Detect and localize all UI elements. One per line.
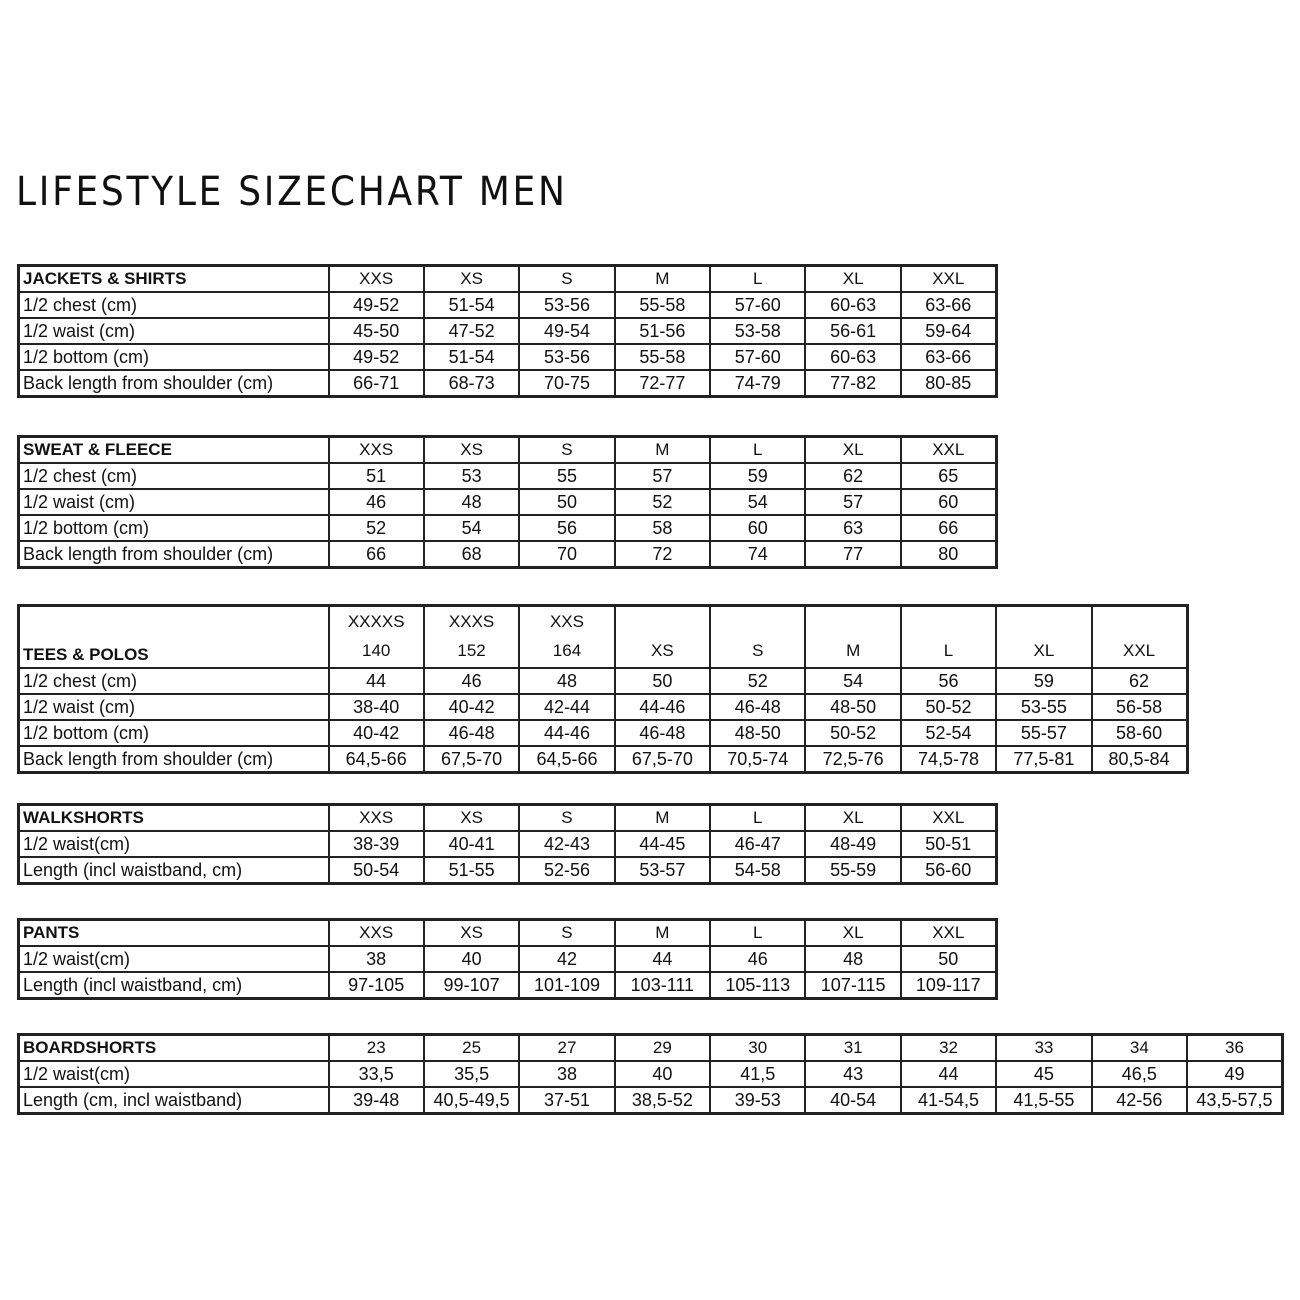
size-header [901,266,996,293]
measurement-value: 44-46 [519,720,614,746]
measurement-value: 63-66 [901,292,996,318]
measurement-value: 38 [329,946,424,972]
table-header-row [19,606,1188,669]
size-header [519,606,614,669]
size-header-line: XL [842,923,864,942]
size-header [901,437,996,464]
size-header-line: XXL [932,440,965,459]
measurement-value: 56-58 [1092,694,1187,720]
measurement-value: 44 [329,668,424,694]
size-header-line: L [753,269,763,288]
size-header [329,1035,424,1062]
table-row [19,1061,1283,1087]
size-header [519,266,614,293]
measurement-value: 67,5-70 [615,746,710,773]
size-header [805,805,900,832]
size-header-line: XXS [359,808,394,827]
measurement-value: 80 [901,541,996,568]
size-header-line: XS [460,269,483,288]
size-header [901,920,996,947]
size-header-line: XXXS [448,612,495,631]
size-header [1092,606,1187,669]
table-row [19,720,1188,746]
measurement-value: 53-56 [519,344,614,370]
measurement-value: 51-56 [615,318,710,344]
size-header-line: 164 [552,641,582,660]
measurement-value: 42-56 [1092,1087,1187,1114]
measurement-value: 48-49 [805,831,900,857]
measurement-value: 50-52 [901,694,996,720]
table-category-title: WALKSHORTS [19,805,329,832]
measurement-value: 74-79 [710,370,805,397]
table-row [19,668,1188,694]
measurement-value: 77,5-81 [996,746,1091,773]
measurement-value: 40 [424,946,519,972]
size-header-line: 25 [462,1038,482,1057]
measurement-label: 1/2 waist (cm) [19,694,329,720]
measurement-value: 46-47 [710,831,805,857]
measurement-value: 109-117 [901,972,996,999]
size-header-line: 31 [843,1038,863,1057]
size-header-line: 140 [362,641,391,660]
size-header [424,606,519,669]
size-header-line: XL [842,808,864,827]
table-category-title: BOARDSHORTS [19,1035,329,1062]
table-row [19,972,997,999]
measurement-value: 68-73 [424,370,519,397]
size-header [901,805,996,832]
table-header-row [19,266,997,293]
measurement-value: 41,5-55 [996,1087,1091,1114]
measurement-label: 1/2 bottom (cm) [19,515,329,541]
measurement-value: 62 [805,463,900,489]
measurement-value: 44-45 [615,831,710,857]
measurement-value: 53-55 [996,694,1091,720]
measurement-value: 55 [519,463,614,489]
measurement-label: Length (incl waistband, cm) [19,857,329,884]
table-row [19,541,997,568]
size-header [710,606,805,669]
size-header-line: M [655,923,670,942]
measurement-value: 66-71 [329,370,424,397]
size-header-line: M [655,808,670,827]
measurement-value: 101-109 [519,972,614,999]
table-category-title: PANTS [19,920,329,947]
measurement-value: 52 [329,515,424,541]
measurement-value: 54 [710,489,805,515]
measurement-label: 1/2 bottom (cm) [19,344,329,370]
size-header-line: XXS [359,269,394,288]
measurement-label: 1/2 chest (cm) [19,292,329,318]
measurement-value: 56 [901,668,996,694]
size-header-line: XXL [932,269,965,288]
size-header [710,805,805,832]
measurement-value: 45 [996,1061,1091,1087]
size-header-line: XXS [359,923,394,942]
measurement-value: 40 [615,1061,710,1087]
measurement-value: 68 [424,541,519,568]
measurement-value: 57-60 [710,344,805,370]
size-header-line: 27 [557,1038,577,1057]
size-header [329,606,424,669]
size-header-line: 30 [748,1038,768,1057]
size-header-line: 32 [939,1038,958,1057]
size-header [805,437,900,464]
sweat-size-table [17,435,998,569]
size-header-line: L [943,641,954,660]
size-header [424,920,519,947]
measurement-value: 41-54,5 [901,1087,996,1114]
measurement-value: 56-60 [901,857,996,884]
size-header [519,1035,614,1062]
measurement-value: 38 [519,1061,614,1087]
size-header [615,437,710,464]
measurement-value: 46 [710,946,805,972]
measurement-label: Length (cm, incl waistband) [19,1087,329,1114]
measurement-value: 43 [805,1061,900,1087]
measurement-value: 56 [519,515,614,541]
size-header-line: M [846,641,861,660]
measurement-value: 66 [901,515,996,541]
measurement-label: 1/2 waist (cm) [19,489,329,515]
measurement-value: 38,5-52 [615,1087,710,1114]
measurement-value: 42 [519,946,614,972]
measurement-label: 1/2 waist(cm) [19,946,329,972]
measurement-value: 105-113 [710,972,805,999]
size-header-line: 23 [366,1038,386,1057]
size-header [710,266,805,293]
size-header [1092,1035,1187,1062]
measurement-value: 107-115 [805,972,900,999]
measurement-value: 37-51 [519,1087,614,1114]
size-header [329,920,424,947]
size-header-line: XS [460,923,483,942]
measurement-value: 65 [901,463,996,489]
measurement-value: 42-44 [519,694,614,720]
size-header [805,920,900,947]
size-header [519,920,614,947]
tees-size-table [17,604,1189,774]
measurement-value: 51-55 [424,857,519,884]
table-header-row [19,920,997,947]
measurement-value: 44-46 [615,694,710,720]
size-header-line: XXL [932,923,965,942]
table-header-row [19,1035,1283,1062]
measurement-value: 50 [615,668,710,694]
measurement-value: 57 [805,489,900,515]
measurement-value: 55-58 [615,292,710,318]
measurement-value: 74,5-78 [901,746,996,773]
measurement-value: 99-107 [424,972,519,999]
measurement-value: 45-50 [329,318,424,344]
size-header [615,606,710,669]
size-header [329,437,424,464]
size-header-line: XS [651,641,674,660]
size-header-line: 34 [1129,1038,1149,1057]
size-header [710,1035,805,1062]
measurement-value: 52-56 [519,857,614,884]
measurement-label: 1/2 waist (cm) [19,318,329,344]
measurement-value: 60-63 [805,292,900,318]
table-row [19,831,997,857]
size-header [710,920,805,947]
jackets-size-table [17,264,998,398]
size-header [901,1035,996,1062]
size-header [805,1035,900,1062]
measurement-value: 49-52 [329,344,424,370]
size-header [519,437,614,464]
measurement-value: 72-77 [615,370,710,397]
size-header-line: S [561,440,573,459]
measurement-value: 64,5-66 [329,746,424,773]
measurement-label: 1/2 chest (cm) [19,463,329,489]
measurement-label: Back length from shoulder (cm) [19,370,329,397]
measurement-value: 53-56 [519,292,614,318]
measurement-value: 70 [519,541,614,568]
size-header-line: L [753,440,763,459]
measurement-value: 70,5-74 [710,746,805,773]
measurement-value: 35,5 [424,1061,519,1087]
measurement-value: 77-82 [805,370,900,397]
measurement-value: 55-58 [615,344,710,370]
measurement-value: 103-111 [615,972,710,999]
table-category-title: SWEAT & FLEECE [19,437,329,464]
table-row [19,489,997,515]
board-size-table [17,1033,1284,1115]
size-header-line: M [655,269,670,288]
measurement-value: 66 [329,541,424,568]
measurement-value: 97-105 [329,972,424,999]
measurement-value: 40-54 [805,1087,900,1114]
table-row [19,1087,1283,1114]
size-header-line: XS [460,440,483,459]
size-header-line: L [753,808,763,827]
measurement-value: 47-52 [424,318,519,344]
table-category-title: JACKETS & SHIRTS [19,266,329,293]
size-header [615,266,710,293]
measurement-value: 44 [901,1061,996,1087]
measurement-value: 70-75 [519,370,614,397]
measurement-value: 46 [424,668,519,694]
table-row [19,694,1188,720]
measurement-value: 48-50 [805,694,900,720]
measurement-label: Back length from shoulder (cm) [19,746,329,773]
size-header [615,920,710,947]
measurement-value: 46 [329,489,424,515]
measurement-value: 55-59 [805,857,900,884]
measurement-value: 38-39 [329,831,424,857]
size-header-line: 29 [652,1038,672,1057]
measurement-label: 1/2 waist(cm) [19,1061,329,1087]
size-header-line: XXL [1123,641,1156,660]
measurement-value: 60-63 [805,344,900,370]
size-header [805,266,900,293]
measurement-value: 74 [710,541,805,568]
measurement-value: 40-42 [329,720,424,746]
size-header [996,1035,1091,1062]
measurement-value: 57 [615,463,710,489]
measurement-value: 48 [424,489,519,515]
measurement-value: 50 [901,946,996,972]
size-header [519,805,614,832]
measurement-value: 46-48 [710,694,805,720]
size-header [710,437,805,464]
size-header-line: L [753,923,763,942]
size-header-line: XXS [359,440,394,459]
measurement-value: 52-54 [901,720,996,746]
measurement-value: 48 [519,668,614,694]
size-header [424,805,519,832]
table-row [19,318,997,344]
measurement-value: 53 [424,463,519,489]
measurement-value: 50-51 [901,831,996,857]
size-header [424,266,519,293]
measurement-value: 58 [615,515,710,541]
measurement-value: 40-42 [424,694,519,720]
table-row [19,746,1188,773]
measurement-value: 43,5-57,5 [1187,1087,1282,1114]
measurement-value: 49-52 [329,292,424,318]
measurement-value: 38-40 [329,694,424,720]
measurement-value: 77 [805,541,900,568]
measurement-value: 46-48 [424,720,519,746]
size-header [329,266,424,293]
measurement-value: 41,5 [710,1061,805,1087]
measurement-value: 46-48 [615,720,710,746]
size-header-line: S [561,923,573,942]
measurement-value: 39-53 [710,1087,805,1114]
table-header-row [19,437,997,464]
table-row [19,463,997,489]
measurement-value: 49-54 [519,318,614,344]
size-header-line: XL [1033,641,1055,660]
measurement-value: 57-60 [710,292,805,318]
measurement-value: 60 [901,489,996,515]
measurement-label: Back length from shoulder (cm) [19,541,329,568]
size-header-line: XXXXS [347,612,405,631]
measurement-label: Length (incl waistband, cm) [19,972,329,999]
size-header [996,606,1091,669]
size-header [329,805,424,832]
measurement-value: 50-52 [805,720,900,746]
measurement-value: 60 [710,515,805,541]
measurement-value: 51-54 [424,344,519,370]
measurement-value: 63-66 [901,344,996,370]
measurement-value: 54 [424,515,519,541]
measurement-value: 80-85 [901,370,996,397]
size-header-line: XXS [549,612,584,631]
measurement-value: 48-50 [710,720,805,746]
measurement-value: 49 [1187,1061,1282,1087]
measurement-value: 50 [519,489,614,515]
measurement-label: 1/2 bottom (cm) [19,720,329,746]
measurement-value: 53-58 [710,318,805,344]
measurement-value: 58-60 [1092,720,1187,746]
measurement-value: 33,5 [329,1061,424,1087]
measurement-value: 42-43 [519,831,614,857]
measurement-value: 55-57 [996,720,1091,746]
measurement-value: 40,5-49,5 [424,1087,519,1114]
table-row [19,857,997,884]
measurement-value: 46,5 [1092,1061,1187,1087]
measurement-value: 63 [805,515,900,541]
measurement-value: 72 [615,541,710,568]
measurement-value: 67,5-70 [424,746,519,773]
table-row [19,946,997,972]
measurement-value: 59-64 [901,318,996,344]
size-header-line: S [752,641,764,660]
measurement-label: 1/2 waist(cm) [19,831,329,857]
measurement-value: 52 [615,489,710,515]
size-header [805,606,900,669]
measurement-value: 52 [710,668,805,694]
measurement-value: 51 [329,463,424,489]
pants-size-table [17,918,998,1000]
size-header-line: S [561,269,573,288]
walk-size-table [17,803,998,885]
table-row [19,515,997,541]
size-header-line: 36 [1225,1038,1244,1057]
size-header-line: XS [460,808,483,827]
measurement-value: 72,5-76 [805,746,900,773]
measurement-value: 48 [805,946,900,972]
page-title: LIFESTYLE SIZECHART MEN [16,169,568,215]
measurement-value: 62 [1092,668,1187,694]
size-header [424,437,519,464]
table-row [19,344,997,370]
measurement-value: 53-57 [615,857,710,884]
size-header [901,606,996,669]
size-header-line: 33 [1034,1038,1054,1057]
measurement-value: 40-41 [424,831,519,857]
size-header [424,1035,519,1062]
measurement-value: 50-54 [329,857,424,884]
measurement-value: 59 [710,463,805,489]
table-row [19,370,997,397]
measurement-value: 59 [996,668,1091,694]
size-header-line: XXL [932,808,965,827]
size-header-line: 152 [457,641,486,660]
table-header-row [19,805,997,832]
size-header [615,805,710,832]
measurement-value: 80,5-84 [1092,746,1187,773]
size-header [1187,1035,1282,1062]
measurement-value: 56-61 [805,318,900,344]
table-category-title: TEES & POLOS [19,606,329,669]
measurement-value: 44 [615,946,710,972]
size-header-line: M [655,440,670,459]
measurement-value: 54 [805,668,900,694]
size-header-line: XL [842,440,864,459]
table-row [19,292,997,318]
size-header-line: S [561,808,573,827]
measurement-label: 1/2 chest (cm) [19,668,329,694]
size-header-line: XL [842,269,864,288]
measurement-value: 51-54 [424,292,519,318]
measurement-value: 39-48 [329,1087,424,1114]
size-header [615,1035,710,1062]
measurement-value: 64,5-66 [519,746,614,773]
measurement-value: 54-58 [710,857,805,884]
